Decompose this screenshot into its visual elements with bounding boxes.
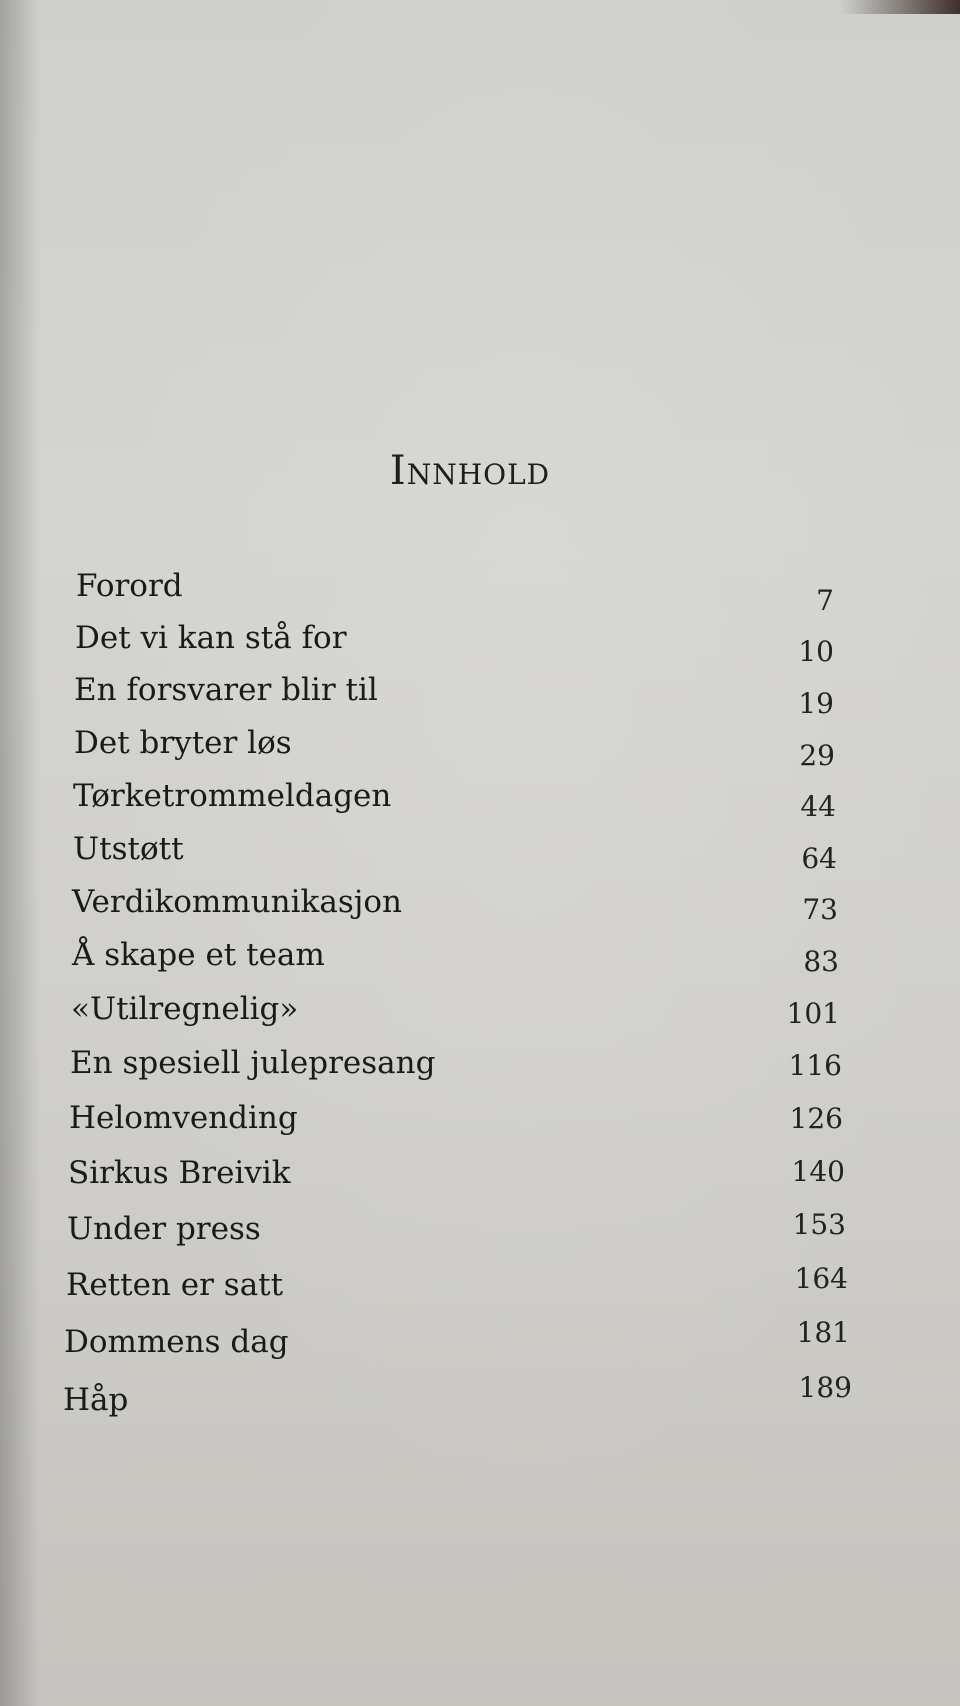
toc-entry-page: 73 bbox=[802, 893, 838, 926]
toc-entry-title: Utstøtt bbox=[73, 831, 184, 867]
toc-entry-page: 7 bbox=[816, 584, 834, 617]
toc-entry-page: 189 bbox=[798, 1371, 852, 1404]
toc-entry-page: 44 bbox=[800, 790, 836, 823]
toc-entry-page: 153 bbox=[792, 1208, 846, 1241]
toc-entry-title: Det vi kan stå for bbox=[75, 620, 347, 656]
toc-entry-title: Det bryter løs bbox=[74, 725, 292, 761]
toc-entry-page: 29 bbox=[799, 739, 835, 772]
toc-entry-title: En spesiell julepresang bbox=[70, 1045, 436, 1081]
toc-entry-title: Retten er satt bbox=[66, 1267, 284, 1303]
toc-entry-title: «Utilregnelig» bbox=[71, 991, 299, 1027]
toc-entry-page: 181 bbox=[796, 1316, 850, 1349]
page-title: Innhold bbox=[389, 448, 551, 494]
toc-entry-page: 140 bbox=[791, 1155, 845, 1188]
toc-entry-page: 164 bbox=[794, 1262, 848, 1295]
toc-entry-page: 19 bbox=[798, 687, 834, 720]
toc-entry-page: 10 bbox=[798, 635, 834, 668]
toc-entry-title: Verdikommunikasjon bbox=[72, 884, 402, 920]
toc-entry-page: 83 bbox=[803, 945, 839, 978]
toc-entry-title: Under press bbox=[67, 1211, 261, 1247]
toc-entry-page: 126 bbox=[789, 1102, 843, 1135]
toc-entry-title: Sirkus Breivik bbox=[68, 1155, 291, 1191]
toc-entry-page: 101 bbox=[786, 997, 840, 1030]
toc-entry-title: Dommens dag bbox=[64, 1324, 289, 1360]
toc-entry-page: 64 bbox=[801, 842, 837, 875]
toc-entry-title: Å skape et team bbox=[72, 937, 325, 973]
toc-entry-title: Forord bbox=[76, 568, 183, 604]
toc-entry-title: Helomvending bbox=[69, 1100, 298, 1136]
toc-entry-title: En forsvarer blir til bbox=[74, 672, 378, 708]
toc-entry-title: Håp bbox=[63, 1382, 129, 1418]
toc-entry-title: Tørketrommeldagen bbox=[73, 778, 392, 814]
toc-entry-page: 116 bbox=[788, 1049, 842, 1082]
